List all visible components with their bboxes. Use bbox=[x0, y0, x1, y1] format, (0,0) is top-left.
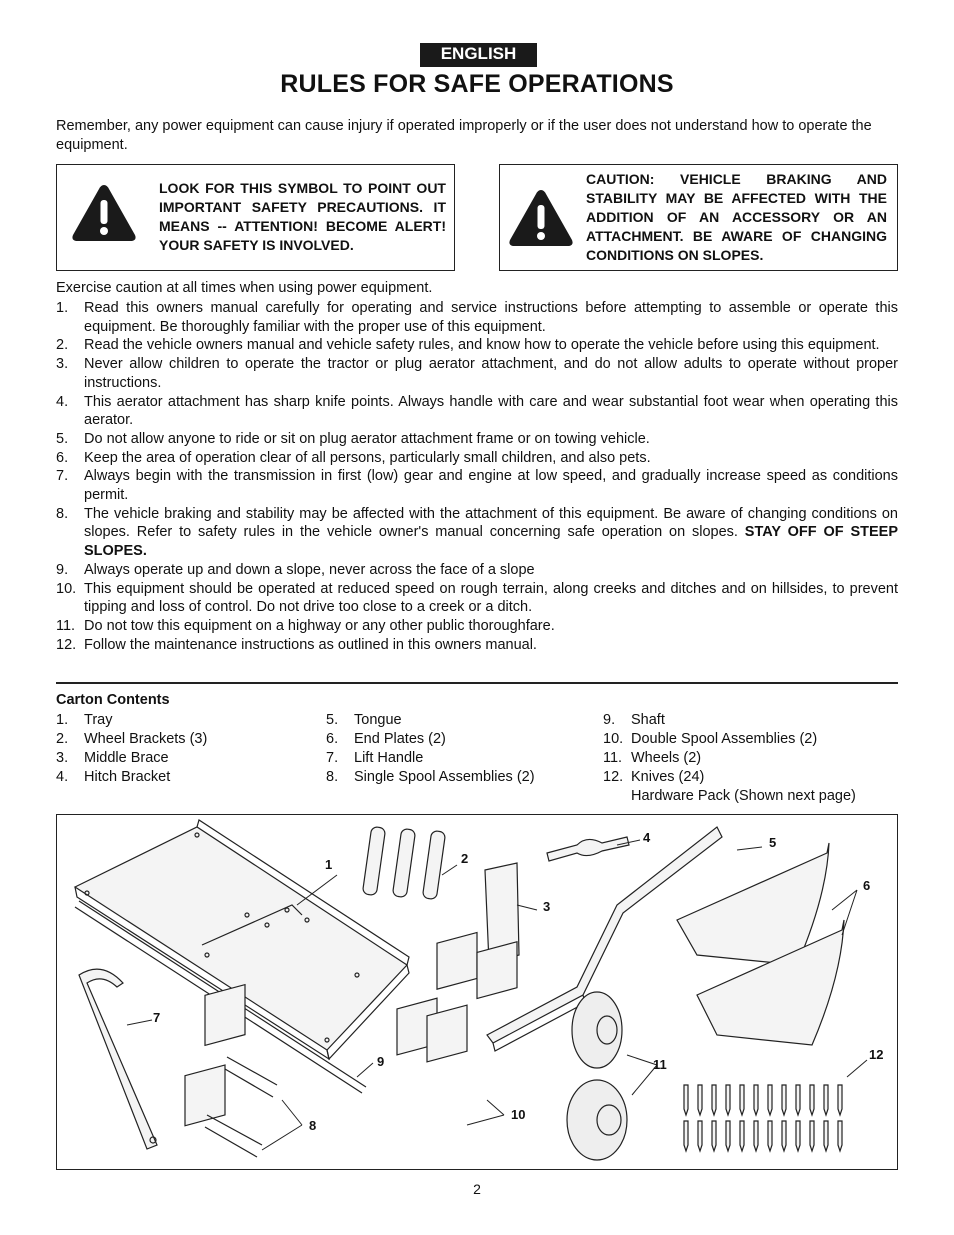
callout-10: 10 bbox=[511, 1107, 526, 1122]
carton-item: 11. Wheels (2) bbox=[603, 750, 702, 766]
carton-item: 7. Lift Handle bbox=[326, 750, 424, 766]
callout-1: 1 bbox=[325, 857, 333, 872]
wheels-part bbox=[567, 992, 627, 1160]
single-spool-part bbox=[185, 985, 277, 1157]
rule-item: 4. This aerator attachment has sharp knife points. Always handle with care and wear substantial foot wear when operating this aerator. bbox=[56, 393, 898, 429]
carton-list-column-2 bbox=[326, 711, 535, 787]
carton-item: 3. Middle Brace bbox=[56, 750, 169, 766]
lift-handle-part bbox=[79, 969, 157, 1149]
hitch-bracket-part bbox=[547, 837, 629, 861]
rule-item: 5. Do not allow anyone to ride or sit on plug aerator attachment frame or on towing vehicle. bbox=[56, 430, 650, 447]
rule-item: 3. Never allow children to operate the tractor or plug aerator attachment, and do not allow adults to operate without proper instructions. bbox=[56, 356, 898, 391]
carton-item: Hardware Pack (Shown next page) bbox=[631, 788, 856, 804]
callout-2: 2 bbox=[461, 851, 469, 866]
safety-rules-list bbox=[56, 299, 898, 654]
callout-7: 7 bbox=[153, 1010, 161, 1025]
callout-11: 11 bbox=[653, 1057, 667, 1072]
rule-item: 1. Read this owners manual carefully for operating and service instructions before attempting to assemble or operate this equipment. Be thoroughly familiar with the proper use of this equipment. bbox=[56, 300, 898, 335]
carton-item: 2. Wheel Brackets (3) bbox=[56, 731, 208, 747]
wheel-brackets-part bbox=[362, 826, 445, 899]
carton-item: 6. End Plates (2) bbox=[326, 731, 446, 747]
carton-list-column-3 bbox=[603, 711, 856, 806]
carton-item: 1. Tray bbox=[56, 712, 113, 728]
page-title: RULES FOR SAFE OPERATIONS bbox=[280, 70, 674, 98]
knives-part bbox=[684, 1085, 842, 1151]
warning-symbol-text: LOOK FOR THIS SYMBOL TO POINT OUT IMPORTANT SAFETY PRECAUTIONS. IT MEANS -- ATTENTION! BECOME ALERT! YOUR SAFETY IS INVOLVED. bbox=[159, 180, 446, 253]
carton-item: 12. Knives (24) bbox=[603, 769, 705, 785]
exercise-caution-line: Exercise caution at all times when using power equipment. bbox=[56, 280, 433, 296]
section-divider bbox=[56, 682, 898, 684]
carton-item: 9. Shaft bbox=[603, 712, 665, 728]
caution-text: CAUTION: VEHICLE BRAKING AND STABILITY MAY BE AFFECTED WITH THE ADDITION OF AN ACCESSORY OR AN ATTACHMENT. BE AWARE OF CHANGING CONDITIONS ON SLOPES. bbox=[586, 171, 887, 263]
rule-item: 2. Read the vehicle owners manual and vehicle safety rules, and know how to operate the vehicle before using this equipment. bbox=[56, 337, 880, 354]
carton-item: 4. Hitch Bracket bbox=[56, 769, 171, 785]
page-number: 2 bbox=[473, 1181, 481, 1197]
warning-box-symbol bbox=[56, 164, 455, 271]
callout-4: 4 bbox=[643, 830, 651, 845]
carton-list-column-1 bbox=[56, 711, 207, 787]
rule-emphasis: STAY OFF OF STEEP SLOPES. bbox=[84, 524, 899, 560]
carton-item: 5. Tongue bbox=[326, 712, 402, 728]
rule-item: 11. Do not tow this equipment on a highway or any other public thoroughfare. bbox=[56, 617, 555, 634]
callout-8: 8 bbox=[309, 1118, 317, 1133]
double-spool-part bbox=[397, 932, 517, 1061]
carton-contents-heading: Carton Contents bbox=[56, 692, 170, 708]
carton-item: 8. Single Spool Assemblies (2) bbox=[326, 769, 535, 785]
rule-item: 10. This equipment should be operated at reduced speed on rough terrain, along creeks and ditches and on hillsides, to prevent tipping and loss of control. Do not drive too close to a creek or a ditch. bbox=[56, 580, 898, 616]
callout-3: 3 bbox=[543, 899, 551, 914]
language-badge: ENGLISH bbox=[420, 43, 537, 67]
warning-box-caution bbox=[499, 164, 898, 271]
parts-illustration bbox=[57, 815, 896, 1168]
carton-item: 10. Double Spool Assemblies (2) bbox=[603, 731, 818, 747]
intro-paragraph: Remember, any power equipment can cause injury if operated improperly or if the user does not understand how to operate the equipment. bbox=[56, 118, 872, 153]
end-plates-part bbox=[677, 843, 844, 1045]
callout-12: 12 bbox=[869, 1047, 884, 1062]
rule-item: 9. Always operate up and down a slope, never across the face of a slope bbox=[56, 561, 535, 578]
parts-diagram bbox=[56, 814, 898, 1170]
rule-item: 12. Follow the maintenance instructions as outlined in this owners manual. bbox=[56, 636, 537, 653]
warning-triangle-icon bbox=[506, 187, 576, 249]
rule-item: 8. The vehicle braking and stability may be affected with the attachment of this equipment. Be aware of changing conditions on slopes. Refer to safety rules in the vehicle owner's manual concerning safe operation on slopes. STAY OFF OF STEEP SLOPES. bbox=[56, 505, 899, 560]
callout-5: 5 bbox=[769, 835, 777, 850]
rule-item: 7. Always begin with the transmission in first (low) gear and engine at low speed, and gradually increase speed as conditions permit. bbox=[56, 468, 898, 504]
rule-item: 6. Keep the area of operation clear of all persons, particularly small children, and also pets. bbox=[56, 449, 651, 466]
callout-6: 6 bbox=[863, 878, 871, 893]
warning-triangle-icon bbox=[69, 182, 139, 244]
callout-9: 9 bbox=[377, 1054, 385, 1069]
